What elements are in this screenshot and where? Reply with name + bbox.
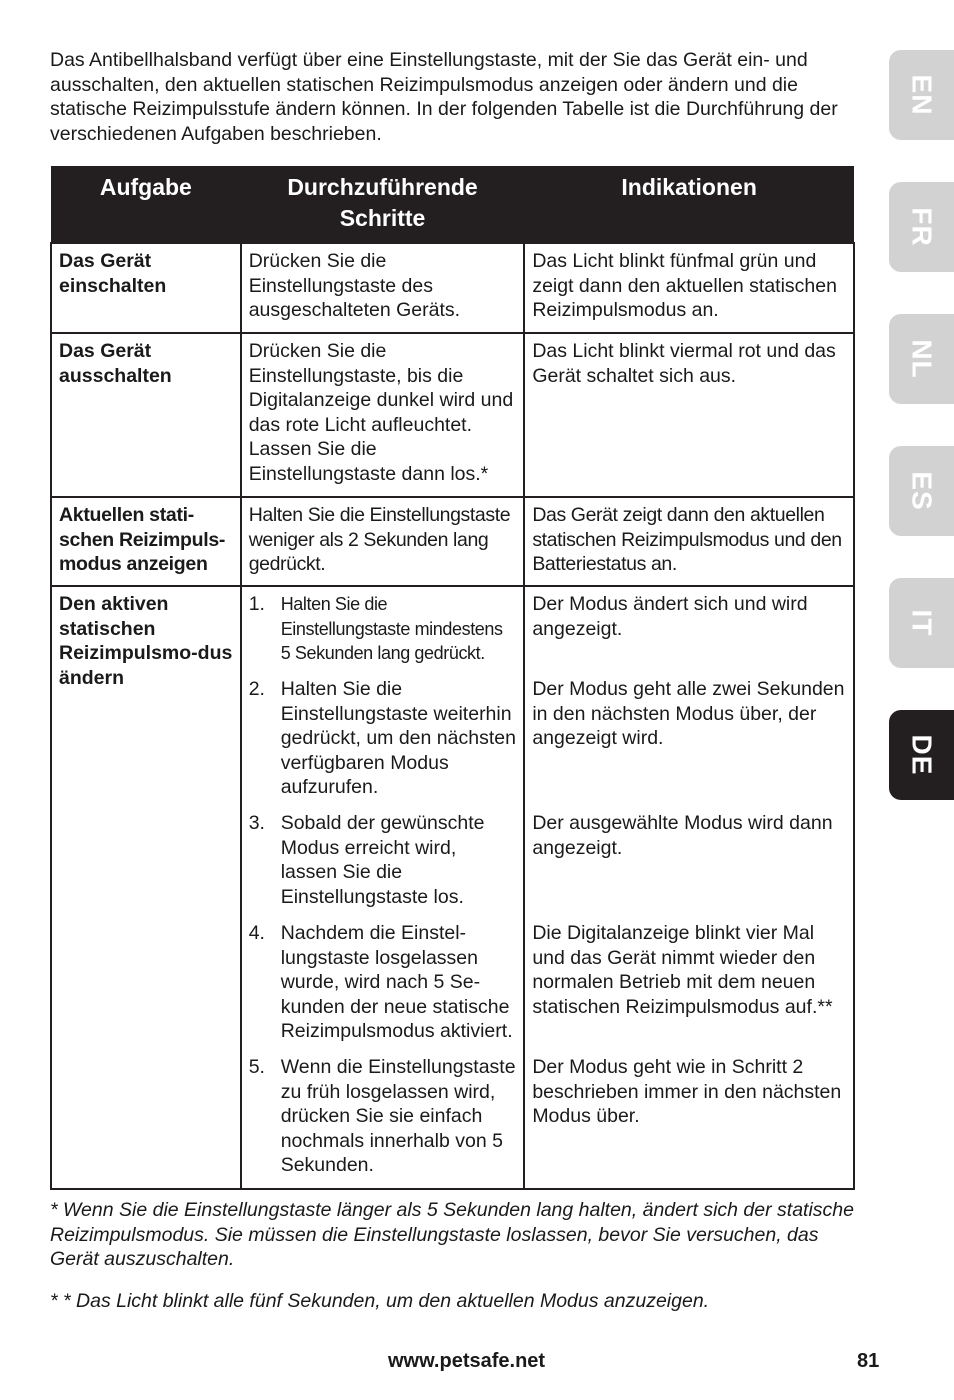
lang-tab-es[interactable] [889, 446, 954, 536]
footnote-2: * * Das Licht blinkt alle fünf Sekunden, um den aktuellen Modus anzuzeigen. [50, 1290, 710, 1312]
page-number: 81 [857, 1350, 880, 1372]
step-number: 5. [248, 1056, 265, 1078]
lang-tab-label: EN [906, 74, 938, 116]
footnote-1: * Wenn Sie die Einstellungstaste länger als 5 Sekunden lang halten, ändert sich der statische Reizimpulsmodus. Sie müssen die Einstellungstaste loslassen, bevor Sie versuchen, das Gerät auszuschalten. [50, 1199, 854, 1270]
task-cell: Aktuellen stati-schen Reizimpuls-modus anzeigen [51, 497, 241, 586]
table-header-row [51, 166, 854, 243]
task-cell: Das Gerät einschalten [51, 243, 241, 333]
step-item [249, 811, 517, 921]
step-item [249, 1055, 517, 1178]
indication-item: Der Modus geht wie in Schritt 2 beschrieben immer in den nächsten Modus über. [532, 1056, 842, 1128]
lang-tab-label: FR [906, 207, 938, 247]
step-text: Wenn die Einstellungstaste zu früh losgelassen wird, drücken Sie sie einfach nochmals innerhalb von 5 Sekunden. [280, 1056, 516, 1177]
lang-tab-nl[interactable] [889, 314, 954, 404]
lang-tab-fr[interactable] [889, 182, 954, 272]
footer-url: www.petsafe.net [388, 1350, 546, 1372]
indication-cell [524, 586, 854, 1189]
step-item [249, 592, 517, 677]
step-text: Halten Sie die Einstellungstaste weiterhin gedrückt, um den nächsten verfügbaren Modus aufzurufen. [280, 678, 516, 799]
header-indikationen: Indikationen [524, 166, 854, 243]
step-number: 4. [248, 922, 265, 944]
steps-cell: Drücken Sie die Einstellungstaste des ausgeschalteten Geräts. [241, 243, 525, 333]
step-text: Halten Sie die Einstellungstaste mindestens 5 Sekunden lang gedrückt. [280, 594, 503, 664]
indication-item: Der Modus ändert sich und wird angezeigt. [532, 593, 808, 640]
table-row [51, 586, 854, 1189]
header-aufgabe: Aufgabe [51, 166, 241, 243]
lang-tab-de[interactable] [889, 710, 954, 800]
step-text: Sobald der gewünschte Modus erreicht wird, lassen Sie die Einstellungstaste los. [280, 812, 485, 908]
indication-cell: Das Licht blinkt viermal rot und das Gerät schaltet sich aus. [524, 333, 854, 497]
step-number: 3. [248, 812, 265, 834]
task-cell: Den aktiven statischen Reizimpulsmo-dus ändern [51, 586, 241, 1189]
lang-tab-label: IT [906, 609, 938, 637]
intro-paragraph: Das Antibellhalsband verfügt über eine Einstellungstaste, mit der Sie das Gerät ein- und ausschalten, den aktuellen statischen Reizimpulsmodus anzeigen oder ändern und die statische Reizimpulsstufe ändern können. In der folgenden Tabelle ist die Durchführung der verschiedenen Aufgaben beschrieben. [50, 49, 838, 145]
indication-cell: Das Gerät zeigt dann den aktuellen statischen Reizimpulsmodus und den Batteriestatus an. [524, 497, 854, 586]
step-text: Nachdem die Einstel-lungstaste losgelassen wurde, wird nach 5 Se-kunden der neue statische Reizimpulsmodus aktiviert. [280, 922, 513, 1043]
indication-cell: Das Licht blinkt fünfmal grün und zeigt dann den aktuellen statischen Reizimpulsmodus an. [524, 243, 854, 333]
lang-tab-label: DE [906, 734, 938, 776]
step-item [249, 921, 517, 1055]
table-row [51, 333, 854, 497]
step-number: 1. [248, 593, 265, 615]
task-cell: Das Gerät ausschalten [51, 333, 241, 497]
lang-tab-label: NL [906, 339, 938, 379]
task-table [50, 166, 855, 1190]
step-item [249, 677, 517, 811]
table-row [51, 497, 854, 586]
header-schritte: Durchzuführende Schritte [241, 166, 525, 243]
steps-cell: Halten Sie die Einstellungstaste weniger als 2 Sekunden lang gedrückt. [241, 497, 525, 586]
lang-tab-it[interactable] [889, 578, 954, 668]
steps-cell: Drücken Sie die Einstellungstaste, bis die Digitalanzeige dunkel wird und das rote Licht aufleuchtet. Lassen Sie die Einstellungstaste dann los.* [241, 333, 525, 497]
indication-item: Die Digitalanzeige blinkt vier Mal und das Gerät nimmt wieder den normalen Betrieb mit dem neuen statischen Reizimpulsmodus auf.** [532, 922, 833, 1018]
table-row [51, 243, 854, 333]
indication-item: Der ausgewählte Modus wird dann angezeigt. [532, 812, 833, 859]
step-number: 2. [248, 678, 265, 700]
indication-item: Der Modus geht alle zwei Sekunden in den nächsten Modus über, der angezeigt wird. [532, 678, 845, 750]
steps-cell [241, 586, 525, 1189]
lang-tab-label: ES [906, 471, 938, 511]
lang-tab-en[interactable] [889, 50, 954, 140]
